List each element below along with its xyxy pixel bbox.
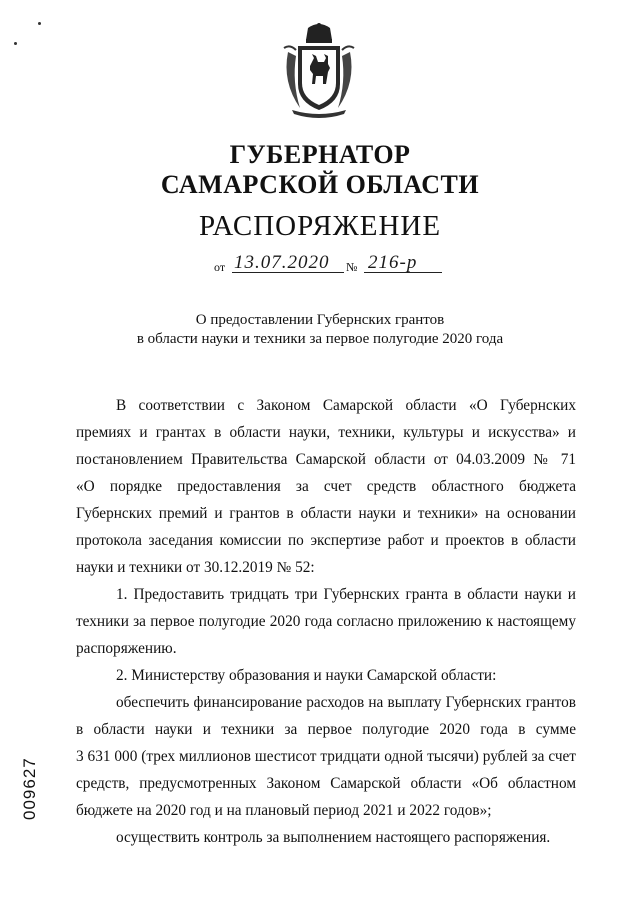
subject-line: в области науки и техники за первое полугодие 2020 года	[136, 331, 504, 347]
body-line: В соответствии с Законом Самарской области «О Губернских	[116, 397, 576, 414]
body-line: «О порядке предоставления за счет средств областного бюджета	[76, 478, 576, 495]
subject-line: О предоставлении Губернских грантов	[195, 312, 445, 328]
number-label: №	[346, 260, 358, 274]
paragraph-1-line: 1. Предоставить тридцать три Губернских гранта в области науки и	[116, 586, 576, 603]
paragraph-2a-line: бюджете на 2020 год и на плановый период 2021 и 2022 годов»;	[76, 802, 492, 819]
body-line: науки и техники от 30.12.2019 № 52:	[76, 559, 315, 576]
scan-mark	[38, 22, 41, 25]
coat-of-arms-emblem	[278, 22, 360, 118]
body-line: постановлением Правительства Самарской области от 04.03.2009 № 71	[76, 451, 576, 468]
scan-mark	[14, 42, 17, 45]
paragraph-2a-line: в области науки и техники за первое полугодие 2020 года в сумме	[76, 721, 576, 738]
title-line-region: САМАРСКОЙ ОБЛАСТИ	[160, 170, 480, 199]
paragraph-2-line: 2. Министерству образования и науки Самарской области:	[116, 667, 497, 684]
document-serial-number: 009627	[20, 757, 39, 820]
document-type-title: РАСПОРЯЖЕНИЕ	[198, 210, 442, 242]
document-body	[76, 392, 576, 851]
date-underline	[232, 272, 344, 273]
paragraph-2a-line: обеспечить финансирование расходов на выплату Губернских грантов	[116, 694, 576, 711]
number-underline	[364, 272, 442, 273]
number-value: 216-р	[368, 252, 418, 273]
body-line: Губернских премий и грантов в области науки и техники» на основании	[76, 505, 576, 522]
paragraph-2a-line: средств, предусмотренных Законом Самарской области «Об областном	[76, 775, 576, 792]
paragraph-2a-line: 3 631 000 (трех миллионов шестисот тридцати одной тысячи) рублей за счет	[76, 748, 576, 765]
title-line-governor: ГУБЕРНАТОР	[229, 140, 411, 169]
body-line: протокола заседания комиссии по экспертизе работ и проектов в области	[76, 532, 576, 549]
date-value: 13.07.2020	[234, 252, 330, 273]
date-number-line	[214, 252, 444, 276]
paragraph-2b-line: осуществить контроль за выполнением настоящего распоряжения.	[116, 829, 551, 846]
paragraph-1-line: распоряжению.	[76, 640, 177, 657]
paragraph-1-line: техники за первое полугодие 2020 года согласно приложению к настоящему	[76, 613, 576, 630]
date-from-label: от	[214, 260, 226, 274]
body-line: премиях и грантах в области науки, техники, культуры и искусства» и	[76, 424, 576, 441]
